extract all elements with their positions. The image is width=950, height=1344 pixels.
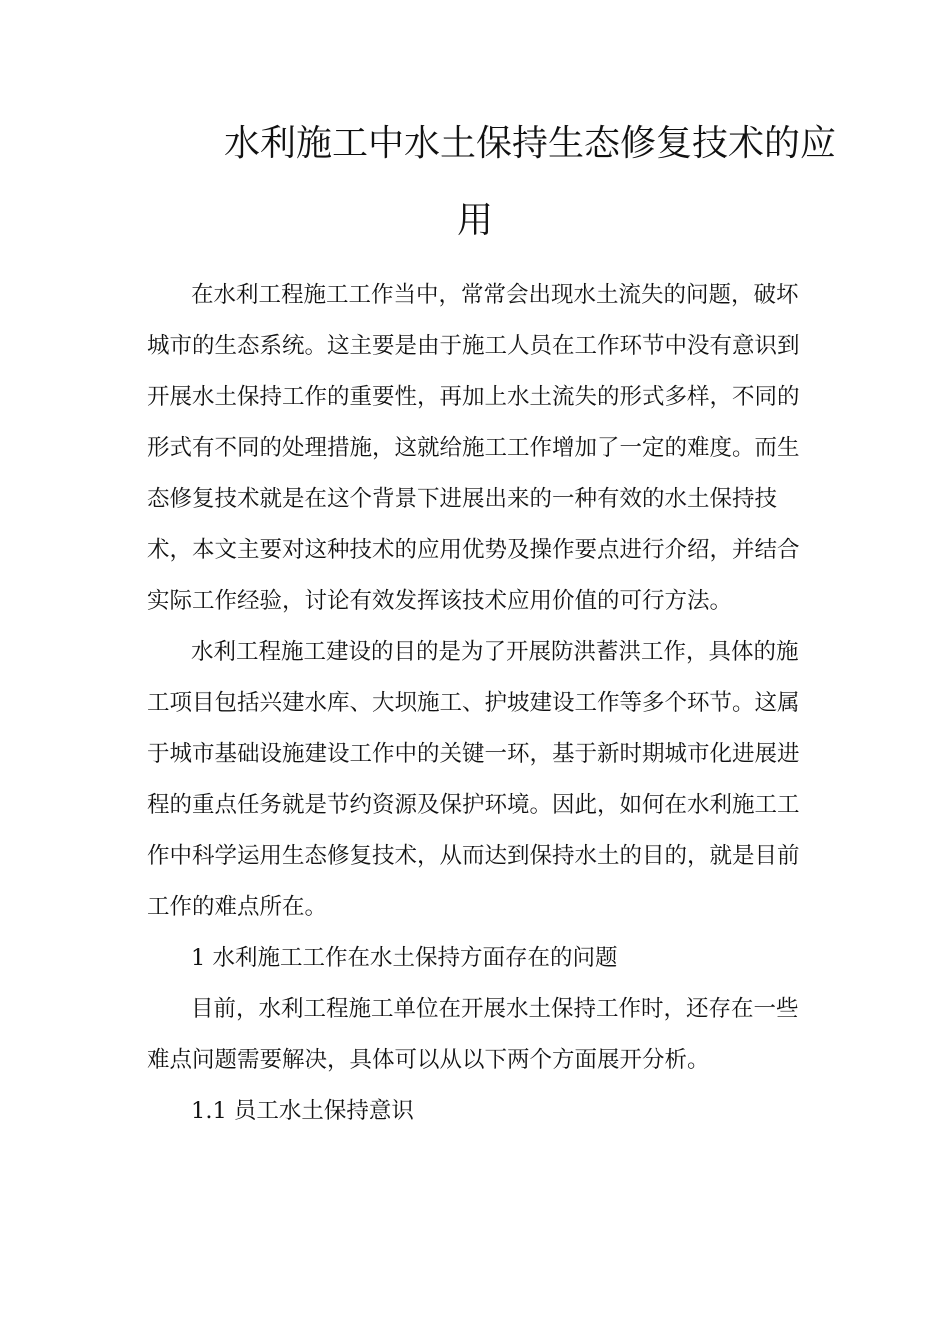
paragraph-1-line-4: 形式有不同的处理措施，这就给施工工作增加了一定的难度。而生 <box>147 435 800 461</box>
document-title-line-2: 用 <box>457 200 494 241</box>
paragraph-1-line-5: 态修复技术就是在这个背景下进展出来的一种有效的水土保持技 <box>147 486 778 512</box>
document-title-line-1: 水利施工中水土保持生态修复技术的应 <box>224 123 837 164</box>
paragraph-1-line-6: 术，本文主要对这种技术的应用优势及操作要点进行介绍，并结合 <box>147 537 800 563</box>
paragraph-2-line-6: 工作的难点所在。 <box>147 894 328 920</box>
paragraph-1-line-3: 开展水土保持工作的重要性，再加上水土流失的形式多样，不同的 <box>147 384 800 410</box>
paragraph-2-line-2: 工项目包括兴建水库、大坝施工、护坡建设工作等多个环节。这属 <box>147 690 800 716</box>
paragraph-2-line-5: 作中科学运用生态修复技术，从而达到保持水土的目的，就是目前 <box>147 843 800 869</box>
paragraph-1-line-1: 在水利工程施工工作当中，常常会出现水土流失的问题，破坏 <box>191 282 799 308</box>
paragraph-2-line-1: 水利工程施工建设的目的是为了开展防洪蓄洪工作，具体的施 <box>191 639 799 665</box>
paragraph-3-line-2: 难点问题需要解决，具体可以从以下两个方面展开分析。 <box>147 1047 710 1073</box>
paragraph-1-line-7: 实际工作经验，讨论有效发挥该技术应用价值的可行方法。 <box>147 588 733 614</box>
subsection-heading-1-1: 1.1 员工水土保持意识 <box>191 1098 414 1124</box>
paragraph-1-line-2: 城市的生态系统。这主要是由于施工人员在工作环节中没有意识到 <box>147 333 800 359</box>
paragraph-3-line-1: 目前，水利工程施工单位在开展水土保持工作时，还存在一些 <box>191 996 799 1022</box>
paragraph-2-line-3: 于城市基础设施建设工作中的关键一环，基于新时期城市化进展进 <box>147 741 800 767</box>
section-heading-1: 1 水利施工工作在水土保持方面存在的问题 <box>191 945 618 971</box>
paragraph-2-line-4: 程的重点任务就是节约资源及保护环境。因此，如何在水利施工工 <box>147 792 800 818</box>
